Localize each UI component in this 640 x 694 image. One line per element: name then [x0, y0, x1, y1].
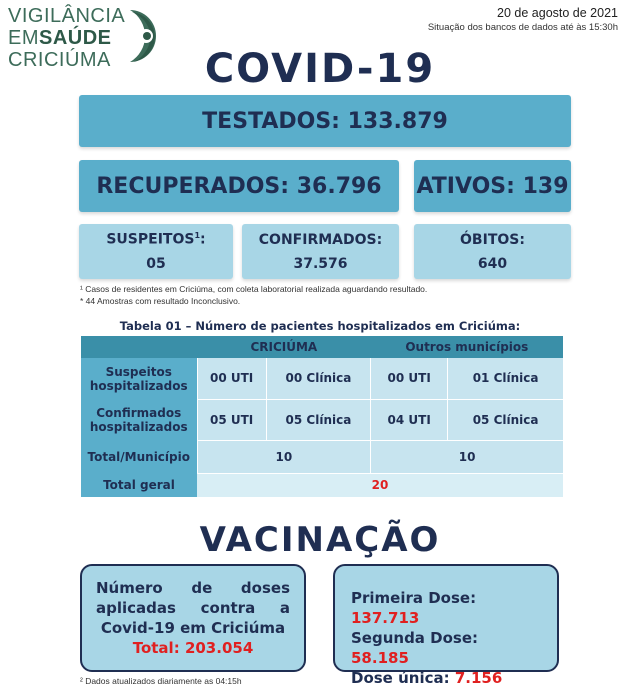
table-row-total-geral — [81, 473, 563, 497]
page-title: COVID-19 — [204, 46, 436, 92]
cell-confirmados-outros-clinica: 05 Clínica — [448, 399, 563, 440]
table-caption: Tabela 01 – Número de pacientes hospitalizados em Criciúma: — [119, 319, 521, 333]
vacinacao-total-value: 203.054 — [184, 639, 254, 657]
primeira-dose-line — [351, 588, 541, 628]
logo-line-2 — [8, 28, 112, 48]
logo-line-3: CRICIÚMA — [8, 49, 111, 71]
cell-suspeitos-outros-uti: 00 UTI — [371, 358, 448, 399]
logo-line-1: VIGILÂNCIA — [8, 5, 126, 27]
suspeitos-superscript: 1 — [194, 231, 201, 241]
suspeitos-panel — [79, 224, 233, 279]
confirmados-label: CONFIRMADOS: — [258, 231, 383, 248]
footnote-suspeitos: ¹ Casos de residentes em Criciúma, com coleta laboratorial realizada aguardando resultado. — [80, 284, 428, 294]
segunda-dose-label: Segunda Dose: — [351, 629, 479, 647]
vacinacao-total — [96, 638, 290, 658]
footnote-inconclusivo: * 44 Amostras com resultado Inconclusivo. — [80, 296, 241, 306]
vacinacao-total-box — [80, 564, 306, 672]
table-row-total-municipio — [81, 440, 563, 473]
obitos-label: ÓBITOS: — [460, 231, 525, 248]
table-header-row — [81, 336, 563, 358]
vacinacao-doses-box — [333, 564, 559, 687]
dose-unica-line — [351, 668, 541, 688]
table-row — [81, 399, 563, 440]
database-status: Situação dos bancos de dados até às 15:30h — [427, 22, 618, 33]
testados-text: TESTADOS: 133.879 — [202, 108, 448, 134]
row-label-total-municipio: Total/Município — [81, 440, 197, 473]
cell-total-criciuma: 10 — [197, 440, 371, 473]
primeira-dose-label: Primeira Dose: — [351, 589, 477, 607]
vacinacao-title: VACINAÇÃO — [199, 520, 441, 560]
row-label-suspeitos: Suspeitos hospitalizados — [81, 358, 197, 399]
row-label-total-geral: Total geral — [81, 473, 197, 497]
obitos-panel — [414, 224, 571, 279]
cell-suspeitos-criciuma-clinica: 00 Clínica — [266, 358, 370, 399]
header-criciuma: CRICIÚMA — [197, 336, 371, 358]
cell-confirmados-criciuma-uti: 05 UTI — [197, 399, 266, 440]
primeira-dose-value: 137.713 — [351, 609, 420, 627]
cell-confirmados-criciuma-clinica: 05 Clínica — [266, 399, 370, 440]
cell-total-geral: 20 — [197, 473, 563, 497]
row-label-confirmados: Confirmados hospitalizados — [81, 399, 197, 440]
logo-line-2-b: SAÚDE — [39, 27, 112, 49]
cell-suspeitos-criciuma-uti: 00 UTI — [197, 358, 266, 399]
header-empty-cell — [81, 336, 197, 358]
dose-unica-label: Dose única: — [351, 669, 450, 687]
suspeitos-label — [106, 231, 205, 248]
vacinacao-description: Número de doses aplicadas contra a Covid-19 em Criciúma — [96, 579, 290, 637]
dose-unica-value: 7.156 — [454, 669, 503, 687]
cell-total-outros: 10 — [371, 440, 563, 473]
obitos-value: 640 — [477, 255, 508, 272]
logo-line-2-a: EM — [8, 27, 39, 49]
suspeitos-value: 05 — [146, 255, 166, 272]
vacinacao-total-label: Total: — [132, 639, 180, 657]
ativos-text: ATIVOS: 139 — [416, 173, 569, 199]
cell-suspeitos-outros-clinica: 01 Clínica — [448, 358, 563, 399]
ativos-panel — [414, 160, 571, 212]
cell-confirmados-outros-uti: 04 UTI — [371, 399, 448, 440]
suspeitos-colon: : — [200, 231, 206, 248]
table-row — [81, 358, 563, 399]
suspeitos-label-text: SUSPEITOS — [106, 231, 195, 248]
header-outros-municipios: Outros municípios — [371, 336, 563, 358]
vacinacao-footnote: ² Dados atualizados diariamente as 04:15h — [80, 676, 242, 686]
confirmados-panel — [242, 224, 399, 279]
hospitalization-table — [81, 336, 563, 497]
testados-panel — [79, 95, 571, 147]
segunda-dose-value: 58.185 — [351, 649, 409, 667]
recuperados-panel — [79, 160, 399, 212]
confirmados-value: 37.576 — [293, 255, 348, 272]
segunda-dose-line — [351, 628, 541, 668]
report-date: 20 de agosto de 2021 — [497, 6, 618, 20]
recuperados-text: RECUPERADOS: 36.796 — [96, 173, 382, 199]
